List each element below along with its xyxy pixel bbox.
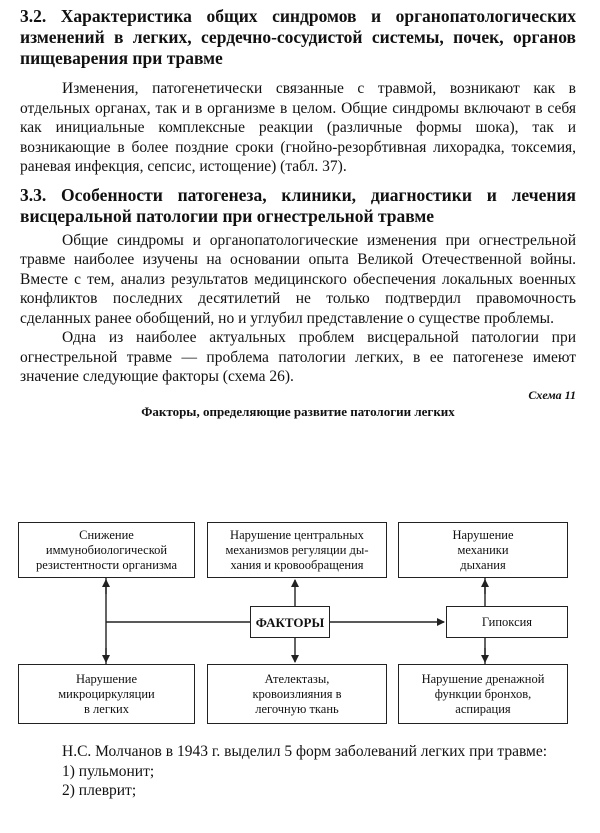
page-content — [20, 6, 576, 420]
paragraph-3-3-2: Одна из наиболее актуальных проблем висцеральной патологии при огнестрельной травме — проблема патологии легких, в ее патогенезе имеют значение следующие факторы (схема 26). — [20, 329, 576, 385]
factors-diagram — [0, 512, 600, 732]
after-diagram-text — [20, 742, 576, 801]
box-microcirculation: Нарушение микроциркуляции в легких — [18, 664, 195, 724]
box-central-regulation: Нарушение центральных механизмов регуляции ды- хания и кровообращения — [207, 522, 387, 578]
section-heading-3-2: 3.2. Характеристика общих синдромов и органопатологических изменений в легких, сердечно-сосудистой системы, почек, органов пищеварения при травме — [20, 6, 576, 68]
box-breathing-mechanics: Нарушение механики дыхания — [398, 522, 568, 578]
box-hypoxia: Гипоксия — [446, 606, 568, 638]
box-factors-center: ФАКТОРЫ — [250, 606, 330, 638]
paragraph-molchanov: Н.С. Молчанов в 1943 г. выделил 5 форм заболеваний легких при травме: — [62, 743, 548, 760]
scheme-label: Схема 11 — [528, 387, 576, 402]
list-item-2: 2) плеврит; — [62, 782, 137, 799]
box-bronchial-drainage: Нарушение дренажной функции бронхов, аспирация — [398, 664, 568, 724]
box-immune-resistance: Снижение иммунобиологической резистентности организма — [18, 522, 195, 578]
box-atelectasis: Ателектазы, кровоизлияния в легочную ткань — [207, 664, 387, 724]
paragraph-3-2: Изменения, патогенетически связанные с травмой, возникают как в отдельных органах, так и в организме в целом. Общие синдромы включают в себя как инициальные комплексные реакции (различные формы шока), так и возникающие в более поздние сроки (гнойно-резорбтивная лихорадка, токсемия, раневая инфекция, сепсис, истощение) (табл. 37). — [20, 80, 576, 175]
section-heading-3-3: 3.3. Особенности патогенеза, клиники, диагностики и лечения висцеральной патологии при огнестрельной травме — [20, 184, 576, 226]
scheme-title: Факторы, определяющие развитие патологии легких — [141, 403, 455, 419]
paragraph-3-3-1: Общие синдромы и органопатологические изменения при огнестрельной травме наиболее изучены на основании опыта Великой Отечественной войны. Вместе с тем, анализ результатов медицинского обеспечения локальных военных конфликтов последних десятилетий не только подтвердил правомочность сделанных ранее обобщений, но и углубил представление о существе проблемы. — [20, 231, 576, 327]
list-item-1: 1) пульмонит; — [62, 762, 155, 780]
